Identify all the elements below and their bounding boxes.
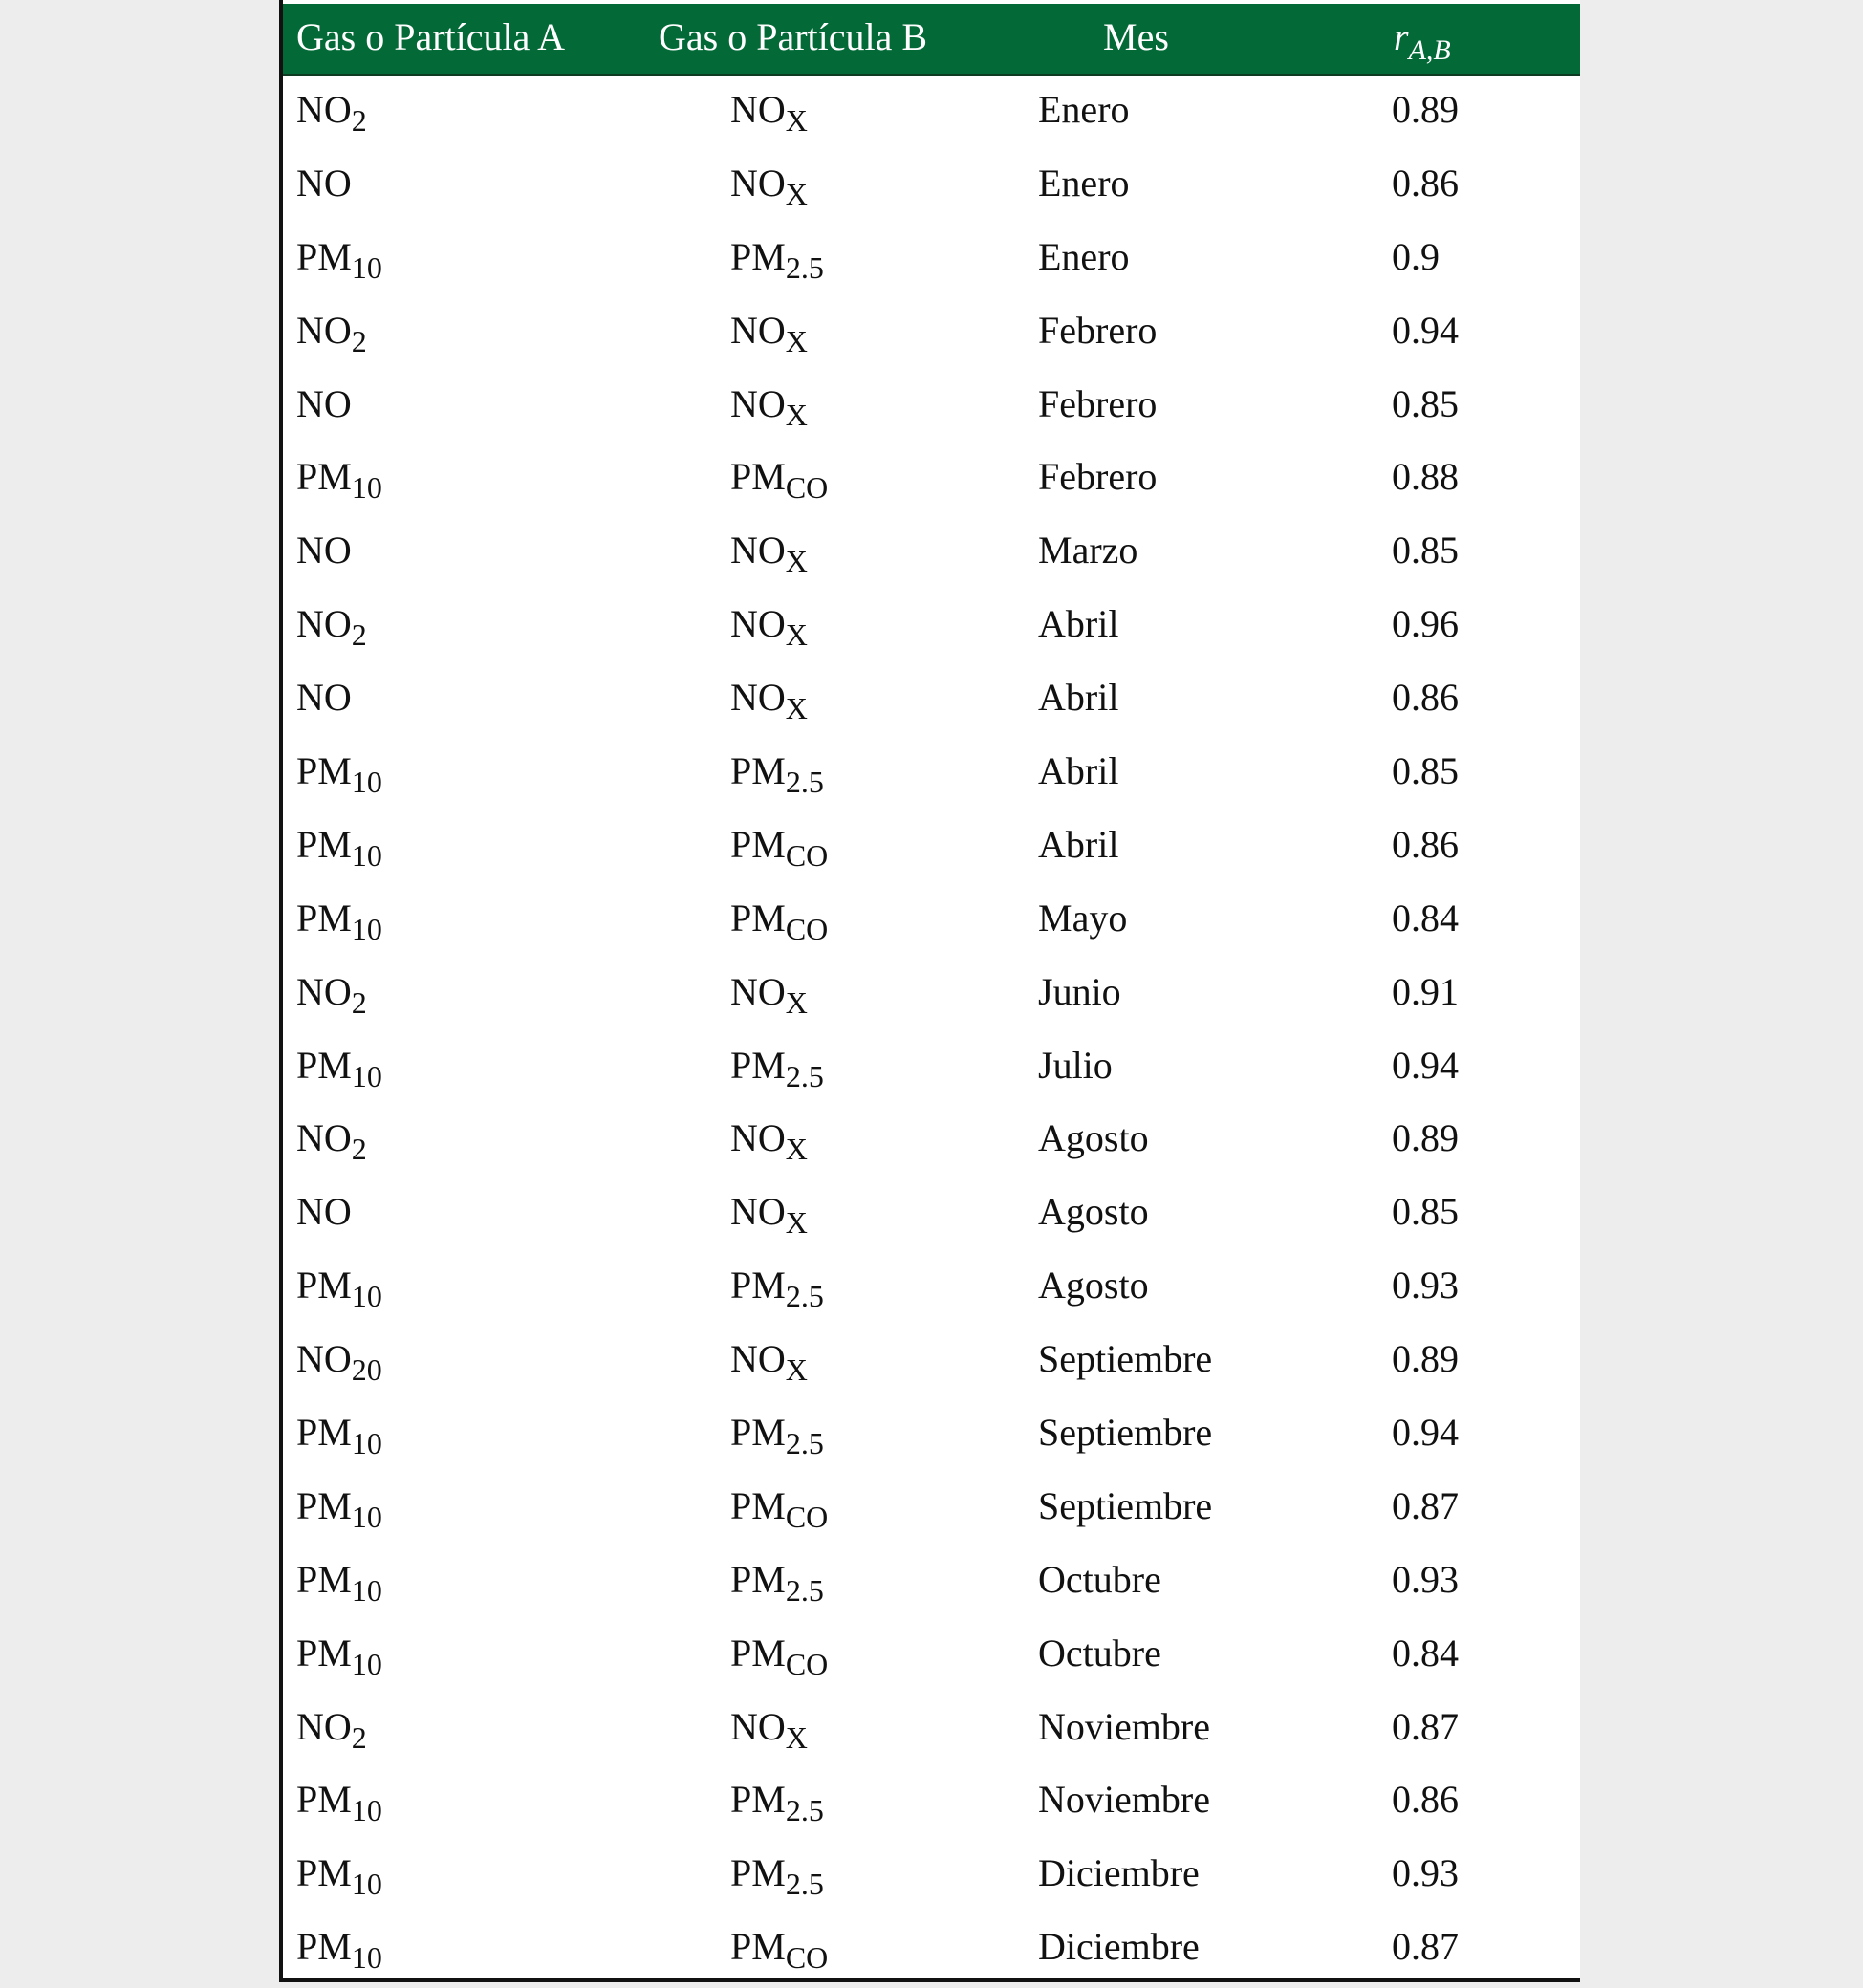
cell-gas-b-subscript: 2.5 bbox=[785, 1426, 824, 1461]
cell-gas-a-base: PM bbox=[296, 455, 352, 499]
cell-gas-a-subscript: 2 bbox=[351, 617, 367, 653]
cell-gas-a bbox=[296, 234, 382, 285]
cell-gas-a-base: NO bbox=[296, 1704, 352, 1748]
cell-gas-a-subscript: 10 bbox=[351, 1940, 382, 1976]
cell-gas-b-subscript: X bbox=[785, 1719, 808, 1755]
cell-gas-b bbox=[730, 1778, 824, 1828]
cell-gas-a bbox=[296, 1483, 382, 1534]
cell-mes: Marzo bbox=[1038, 529, 1138, 573]
cell-mes: Septiembre bbox=[1038, 1483, 1213, 1527]
cell-gas-b bbox=[730, 1925, 829, 1976]
table-row bbox=[283, 517, 1580, 591]
cell-gas-a bbox=[296, 1190, 352, 1236]
cell-correlation: 0.91 bbox=[1392, 969, 1459, 1013]
table-row bbox=[283, 1105, 1580, 1178]
cell-mes: Octubre bbox=[1038, 1631, 1161, 1675]
cell-gas-a-base: PM bbox=[296, 1411, 352, 1455]
table-row bbox=[283, 1326, 1580, 1399]
cell-gas-a bbox=[296, 1925, 382, 1976]
cell-gas-b-base: NO bbox=[730, 529, 786, 573]
cell-gas-b bbox=[730, 1851, 824, 1902]
cell-gas-b-base: NO bbox=[730, 381, 786, 425]
cell-gas-b-subscript: X bbox=[785, 984, 808, 1020]
header-correlation-subscript: A,B bbox=[1408, 34, 1451, 66]
cell-gas-a-subscript: 10 bbox=[351, 911, 382, 946]
cell-gas-a-base: NO bbox=[296, 529, 352, 573]
cell-mes: Junio bbox=[1038, 969, 1121, 1013]
header-gas-b: Gas o Partícula B bbox=[659, 15, 928, 58]
cell-gas-a bbox=[296, 1043, 382, 1093]
cell-gas-a bbox=[296, 676, 352, 722]
cell-gas-b-subscript: 2.5 bbox=[785, 1867, 824, 1902]
cell-mes: Enero bbox=[1038, 88, 1130, 131]
cell-gas-b bbox=[730, 1116, 808, 1167]
cell-gas-b-subscript: 2.5 bbox=[785, 249, 824, 285]
cell-correlation: 0.84 bbox=[1392, 1631, 1459, 1675]
cell-gas-b-subscript: X bbox=[785, 103, 808, 138]
table-header bbox=[283, 4, 1580, 76]
cell-correlation: 0.87 bbox=[1392, 1925, 1459, 1969]
cell-mes: Noviembre bbox=[1038, 1704, 1210, 1748]
cell-mes: Abril bbox=[1038, 749, 1119, 793]
cell-gas-b bbox=[730, 529, 808, 579]
cell-gas-a-base: NO bbox=[296, 88, 352, 131]
cell-gas-a-subscript: 10 bbox=[351, 470, 382, 506]
cell-gas-b bbox=[730, 308, 808, 358]
cell-gas-b bbox=[730, 822, 829, 873]
cell-mes: Octubre bbox=[1038, 1557, 1161, 1601]
cell-gas-b-base: PM bbox=[730, 1411, 786, 1455]
cell-gas-a bbox=[296, 1264, 382, 1314]
table-row bbox=[283, 1399, 1580, 1473]
cell-gas-a-base: PM bbox=[296, 1557, 352, 1601]
cell-gas-a bbox=[296, 969, 367, 1020]
cell-gas-a-subscript: 10 bbox=[351, 1279, 382, 1314]
cell-gas-a-base: PM bbox=[296, 1264, 352, 1307]
cell-gas-b-base: NO bbox=[730, 1190, 786, 1234]
cell-gas-a-base: NO bbox=[296, 676, 352, 720]
cell-gas-a-subscript: 10 bbox=[351, 765, 382, 800]
table-row bbox=[283, 1473, 1580, 1546]
cell-gas-a-base: NO bbox=[296, 1116, 352, 1160]
cell-gas-a-base: NO bbox=[296, 602, 352, 646]
cell-gas-b-base: PM bbox=[730, 1483, 786, 1527]
cell-gas-b-subscript: X bbox=[785, 544, 808, 579]
cell-gas-b-subscript: X bbox=[785, 1205, 808, 1241]
cell-mes: Agosto bbox=[1038, 1116, 1149, 1160]
cell-mes: Diciembre bbox=[1038, 1925, 1200, 1969]
cell-gas-a-base: PM bbox=[296, 1483, 352, 1527]
cell-gas-a-base: PM bbox=[296, 1631, 352, 1675]
cell-mes: Septiembre bbox=[1038, 1411, 1213, 1455]
cell-correlation: 0.89 bbox=[1392, 1337, 1459, 1381]
cell-gas-a bbox=[296, 1704, 367, 1755]
cell-correlation: 0.85 bbox=[1392, 529, 1459, 573]
cell-correlation: 0.89 bbox=[1392, 88, 1459, 131]
cell-gas-b bbox=[730, 234, 824, 285]
cell-gas-b bbox=[730, 1264, 824, 1314]
cell-correlation: 0.93 bbox=[1392, 1557, 1459, 1601]
cell-gas-a-subscript: 2 bbox=[351, 1719, 367, 1755]
cell-gas-b-base: NO bbox=[730, 676, 786, 720]
cell-gas-b-base: PM bbox=[730, 749, 786, 793]
cell-gas-a-base: PM bbox=[296, 1778, 352, 1822]
cell-gas-a-subscript: 10 bbox=[351, 1426, 382, 1461]
cell-gas-a bbox=[296, 896, 382, 946]
table-row bbox=[283, 1032, 1580, 1106]
cell-gas-b-base: NO bbox=[730, 88, 786, 131]
cell-mes: Julio bbox=[1038, 1043, 1113, 1087]
cell-gas-a bbox=[296, 1557, 382, 1608]
cell-gas-a-base: NO bbox=[296, 161, 352, 205]
cell-gas-a-base: NO bbox=[296, 381, 352, 425]
cell-gas-a-subscript: 2 bbox=[351, 984, 367, 1020]
cell-gas-a-base: PM bbox=[296, 822, 352, 866]
cell-gas-a-base: PM bbox=[296, 1851, 352, 1895]
cell-gas-b-subscript: X bbox=[785, 397, 808, 432]
table-row bbox=[283, 443, 1580, 517]
cell-gas-b bbox=[730, 88, 808, 138]
cell-gas-b bbox=[730, 455, 829, 506]
cell-gas-b bbox=[730, 1337, 808, 1388]
cell-correlation: 0.86 bbox=[1392, 161, 1459, 205]
cell-gas-a bbox=[296, 1411, 382, 1461]
cell-gas-b-base: NO bbox=[730, 1116, 786, 1160]
cell-mes: Febrero bbox=[1038, 308, 1158, 352]
cell-gas-b-subscript: 2.5 bbox=[785, 1572, 824, 1608]
cell-correlation: 0.85 bbox=[1392, 381, 1459, 425]
cell-gas-a bbox=[296, 602, 367, 653]
cell-gas-a bbox=[296, 308, 367, 358]
cell-gas-a-base: NO bbox=[296, 308, 352, 352]
table-row bbox=[283, 885, 1580, 959]
cell-gas-a-subscript: 10 bbox=[351, 249, 382, 285]
table-row bbox=[283, 1546, 1580, 1620]
cell-mes: Abril bbox=[1038, 676, 1119, 720]
cell-gas-b-subscript: CO bbox=[785, 1499, 829, 1534]
table-row bbox=[283, 1178, 1580, 1252]
cell-gas-a-base: NO bbox=[296, 969, 352, 1013]
cell-gas-b-base: PM bbox=[730, 234, 786, 278]
cell-gas-a-base: NO bbox=[296, 1190, 352, 1234]
cell-gas-b bbox=[730, 676, 808, 726]
cell-gas-a-base: PM bbox=[296, 896, 352, 940]
header-correlation-symbol: r bbox=[1394, 15, 1409, 58]
correlation-table bbox=[279, 0, 1580, 1982]
cell-gas-a bbox=[296, 529, 352, 574]
cell-gas-a-base: PM bbox=[296, 234, 352, 278]
cell-correlation: 0.86 bbox=[1392, 1778, 1459, 1822]
cell-gas-b-subscript: 2.5 bbox=[785, 765, 824, 800]
cell-correlation: 0.88 bbox=[1392, 455, 1459, 499]
header-gas-a: Gas o Partícula A bbox=[296, 15, 566, 58]
cell-gas-b-subscript: X bbox=[785, 617, 808, 653]
table-row bbox=[283, 371, 1580, 444]
cell-gas-a bbox=[296, 822, 382, 873]
table-row bbox=[283, 591, 1580, 664]
cell-correlation: 0.94 bbox=[1392, 308, 1459, 352]
cell-gas-a bbox=[296, 749, 382, 800]
cell-mes: Febrero bbox=[1038, 455, 1158, 499]
cell-gas-b-base: PM bbox=[730, 1631, 786, 1675]
cell-gas-a-subscript: 10 bbox=[351, 837, 382, 873]
table-row bbox=[283, 1766, 1580, 1840]
cell-gas-b-base: NO bbox=[730, 1337, 786, 1381]
header-mes: Mes bbox=[1103, 15, 1169, 58]
cell-correlation: 0.89 bbox=[1392, 1116, 1459, 1160]
cell-mes: Agosto bbox=[1038, 1264, 1149, 1307]
cell-mes: Mayo bbox=[1038, 896, 1128, 940]
cell-gas-b bbox=[730, 1631, 829, 1681]
cell-gas-a bbox=[296, 455, 382, 506]
cell-gas-a-subscript: 10 bbox=[351, 1058, 382, 1093]
cell-gas-b bbox=[730, 1557, 824, 1608]
cell-gas-a bbox=[296, 382, 352, 428]
cell-gas-b-base: PM bbox=[730, 1851, 786, 1895]
cell-gas-b bbox=[730, 749, 824, 800]
table-row bbox=[283, 1252, 1580, 1326]
cell-correlation: 0.85 bbox=[1392, 1190, 1459, 1234]
cell-gas-b-base: NO bbox=[730, 161, 786, 205]
cell-mes: Abril bbox=[1038, 822, 1119, 866]
cell-gas-b-base: NO bbox=[730, 1704, 786, 1748]
cell-gas-b bbox=[730, 969, 808, 1020]
cell-correlation: 0.87 bbox=[1392, 1704, 1459, 1748]
cell-gas-a-subscript: 2 bbox=[351, 103, 367, 138]
table-row bbox=[283, 1620, 1580, 1694]
cell-gas-b-subscript: CO bbox=[785, 837, 829, 873]
cell-gas-a bbox=[296, 88, 367, 138]
cell-gas-a-base: PM bbox=[296, 1925, 352, 1969]
cell-correlation: 0.94 bbox=[1392, 1411, 1459, 1455]
cell-gas-a-subscript: 10 bbox=[351, 1499, 382, 1534]
cell-gas-b-subscript: 2.5 bbox=[785, 1058, 824, 1093]
table-row bbox=[283, 664, 1580, 738]
table-row bbox=[283, 76, 1580, 150]
cell-gas-a bbox=[296, 1337, 382, 1388]
table-row bbox=[283, 1840, 1580, 1913]
cell-gas-b-subscript: CO bbox=[785, 470, 829, 506]
cell-gas-b-base: PM bbox=[730, 1925, 786, 1969]
table-row bbox=[283, 738, 1580, 811]
table-row bbox=[283, 1694, 1580, 1767]
cell-gas-a-subscript: 10 bbox=[351, 1572, 382, 1608]
cell-gas-a bbox=[296, 1631, 382, 1681]
cell-mes: Abril bbox=[1038, 602, 1119, 646]
cell-correlation: 0.87 bbox=[1392, 1483, 1459, 1527]
cell-gas-b-subscript: X bbox=[785, 1352, 808, 1388]
cell-mes: Agosto bbox=[1038, 1190, 1149, 1234]
cell-gas-b-base: NO bbox=[730, 969, 786, 1013]
cell-gas-b bbox=[730, 381, 808, 432]
table-row bbox=[283, 959, 1580, 1032]
cell-gas-b-subscript: CO bbox=[785, 911, 829, 946]
cell-gas-a-base: NO bbox=[296, 1337, 352, 1381]
cell-gas-b-subscript: X bbox=[785, 176, 808, 211]
cell-gas-b-subscript: X bbox=[785, 323, 808, 358]
table-body bbox=[283, 76, 1580, 1987]
cell-gas-b-subscript: X bbox=[785, 1132, 808, 1167]
cell-gas-a-subscript: 2 bbox=[351, 323, 367, 358]
cell-gas-a-base: PM bbox=[296, 1043, 352, 1087]
cell-gas-a-subscript: 10 bbox=[351, 1646, 382, 1681]
cell-gas-a bbox=[296, 162, 352, 207]
cell-gas-b-base: NO bbox=[730, 308, 786, 352]
cell-gas-b-base: PM bbox=[730, 1264, 786, 1307]
cell-mes: Noviembre bbox=[1038, 1778, 1210, 1822]
cell-gas-b bbox=[730, 1043, 824, 1093]
cell-gas-b bbox=[730, 161, 808, 211]
cell-mes: Febrero bbox=[1038, 381, 1158, 425]
cell-gas-b-subscript: CO bbox=[785, 1940, 829, 1976]
cell-gas-b bbox=[730, 602, 808, 653]
header-correlation bbox=[1394, 15, 1451, 66]
cell-correlation: 0.93 bbox=[1392, 1851, 1459, 1895]
cell-gas-a-subscript: 10 bbox=[351, 1867, 382, 1902]
cell-gas-a bbox=[296, 1116, 367, 1167]
cell-gas-b-base: PM bbox=[730, 455, 786, 499]
cell-gas-a-base: PM bbox=[296, 749, 352, 793]
cell-gas-b-base: PM bbox=[730, 896, 786, 940]
cell-correlation: 0.85 bbox=[1392, 749, 1459, 793]
cell-gas-b bbox=[730, 896, 829, 946]
table-row bbox=[283, 1913, 1580, 1987]
cell-gas-a-subscript: 2 bbox=[351, 1132, 367, 1167]
cell-gas-b bbox=[730, 1704, 808, 1755]
cell-correlation: 0.94 bbox=[1392, 1043, 1459, 1087]
table-row bbox=[283, 150, 1580, 224]
cell-mes: Diciembre bbox=[1038, 1851, 1200, 1895]
cell-gas-b-base: PM bbox=[730, 1557, 786, 1601]
table-row bbox=[283, 224, 1580, 297]
table-row bbox=[283, 297, 1580, 371]
cell-correlation: 0.84 bbox=[1392, 896, 1459, 940]
cell-mes: Enero bbox=[1038, 161, 1130, 205]
cell-correlation: 0.96 bbox=[1392, 602, 1459, 646]
cell-gas-a-subscript: 20 bbox=[351, 1352, 382, 1388]
cell-correlation: 0.93 bbox=[1392, 1264, 1459, 1307]
table-row bbox=[283, 811, 1580, 885]
cell-gas-b bbox=[730, 1190, 808, 1241]
cell-correlation: 0.86 bbox=[1392, 676, 1459, 720]
cell-gas-b bbox=[730, 1483, 829, 1534]
cell-gas-b-base: PM bbox=[730, 822, 786, 866]
cell-correlation: 0.9 bbox=[1392, 234, 1440, 278]
cell-gas-a-subscript: 10 bbox=[351, 1793, 382, 1828]
cell-gas-b-subscript: 2.5 bbox=[785, 1793, 824, 1828]
cell-gas-b-base: NO bbox=[730, 602, 786, 646]
cell-mes: Enero bbox=[1038, 234, 1130, 278]
cell-gas-b-subscript: CO bbox=[785, 1646, 829, 1681]
cell-gas-b bbox=[730, 1411, 824, 1461]
cell-gas-b-subscript: X bbox=[785, 691, 808, 726]
cell-correlation: 0.86 bbox=[1392, 822, 1459, 866]
cell-gas-a bbox=[296, 1851, 382, 1902]
cell-gas-a bbox=[296, 1778, 382, 1828]
cell-mes: Septiembre bbox=[1038, 1337, 1213, 1381]
cell-gas-b-base: PM bbox=[730, 1778, 786, 1822]
cell-gas-b-base: PM bbox=[730, 1043, 786, 1087]
cell-gas-b-subscript: 2.5 bbox=[785, 1279, 824, 1314]
